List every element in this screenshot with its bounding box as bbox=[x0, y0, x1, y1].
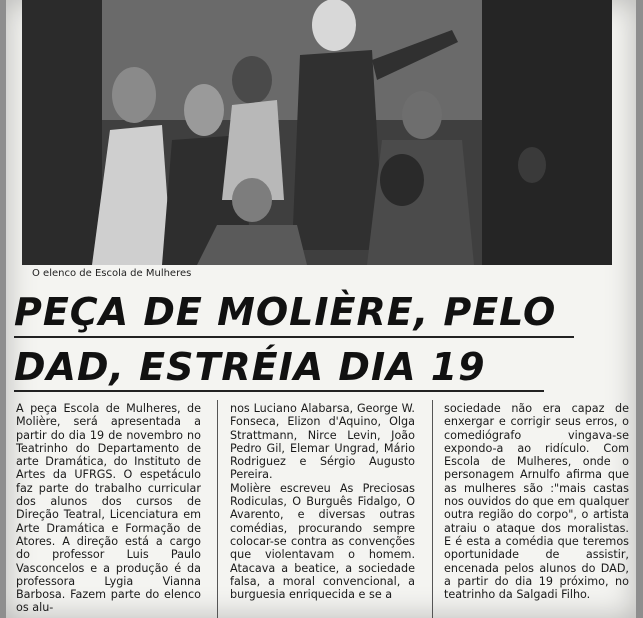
headline-line-2: DAD, ESTRÉIA DIA 19 bbox=[14, 345, 486, 389]
article-column-3: sociedade não era capaz de enxergar e corrigir seus erros, o comediógrafo vingava-se expondo-a ao ridículo. Com Escola de Mulheres, onde o personagem Arnulfo afirma que as mulheres são :"mais castas nos ouvidos do que em qualquer outra região do corpo", o artista atraiu o ataque dos moralistas. E é esta a comédia que teremos oportunidade de assistir, encenada pelos alunos do DAD, a partir do dia 19 próximo, no teatrinho da Salgadi Filho. bbox=[444, 402, 629, 602]
column-divider bbox=[217, 400, 218, 618]
headline-rule-2 bbox=[14, 390, 544, 392]
photo-caption: O elenco de Escola de Mulheres bbox=[32, 268, 192, 279]
cast-photo bbox=[22, 0, 612, 265]
headline-line-1: PEÇA DE MOLIÈRE, PELO bbox=[14, 290, 557, 334]
article-column-2: nos Luciano Alabarsa, George W. Fonseca, Elizon d'Aquino, Olga Strattmann, Nirce Levin, João Pedro Gil, Elemar Ungrad, Mário Rodriguez e Sérgio Augusto Pereira. Molière escreveu As Preciosas Rodiculas, O Burguês Fidalgo, O Avarento, e diversas outras comédias, procurando sempre colocar-se contra as convenções que violentavam o homem. Atacava a beatice, a sociedade falsa, a moral convencional, a burguesia enriquecida e se a bbox=[230, 402, 415, 602]
article-column-1: A peça Escola de Mulheres, de Molière, será apresentada a partir do dia 19 de novembro no Teatrinho do Departamento de arte Dramática, do Instituto de Artes da UFRGS. O espetáculo faz parte do trabalho curricular dos alunos dos cursos de Direção Teatral, Licenciatura em Arte Dramática e Formação de Atores. A direção está a cargo do professor Luis Paulo Vasconcelos e a produção é da professora Lygia Vianna Barbosa. Fazem parte do elenco os alu- bbox=[16, 402, 201, 615]
headline-rule-1 bbox=[14, 336, 574, 338]
column-divider bbox=[432, 400, 433, 618]
